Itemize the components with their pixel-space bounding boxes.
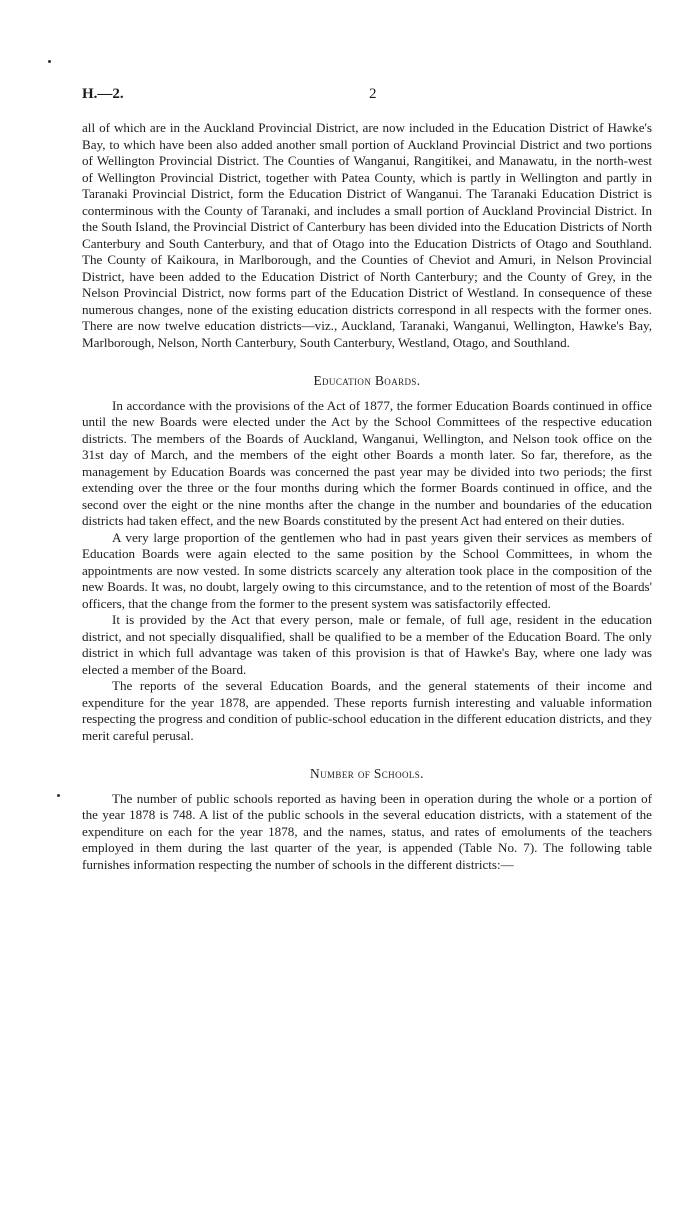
body-text bbox=[82, 120, 652, 873]
section-heading-number-of-schools: Number of Schools. bbox=[310, 766, 424, 781]
page-header bbox=[82, 86, 650, 108]
boards-paragraph-2: A very large proportion of the gentlemen who had in past years given their services as members of Education Boards were again elected to the same position by the School Committees, in whom the appointments are now vested. In some districts scarcely any alteration took place in the composition of the new Boards. It was, no doubt, largely owing to this circumstance, and to the retention of most of the Boards' officers, that the change from the former to the present system was satisfactorily effected. bbox=[82, 529, 652, 611]
boards-paragraph-1: In accordance with the provisions of the Act of 1877, the former Education Boards continued in office until the new Boards were elected under the Act by the School Committees of the respective education districts. The members of the Boards of Auckland, Wanganui, Wellington, and Nelson took office on the 31st day of March, and the members of the eight other Boards a month later. So far, therefore, as the management by Education Boards was concerned the past year may be divided into two periods; the first extending over the three or the four months during which the former Boards continued in office, and the second over the eight or the nine months after the change in the number and boundaries of the education districts had taken effect, and the new Boards constituted by the present Act had entered on their duties. bbox=[82, 397, 652, 528]
scan-speck bbox=[57, 794, 60, 797]
intro-paragraph: all of which are in the Auckland Provincial District, are now included in the Education District of Hawke's Bay, to which have been also added another small portion of Auckland Provincial District and two portions of Wellington Provincial District. The Counties of Wanganui, Rangitikei, and Manawatu, in the north-west of Wellington Provincial District, together with Patea County, which is partly in Wellington and partly in Taranaki Provincial District, form the Education District of Wanganui. The Taranaki Education District is conterminous with the County of Taranaki, and includes a small portion of Auckland Provincial District. In the South Island, the Provincial District of Canterbury has been divided into the Education Districts of North Canterbury and South Canterbury, and that of Otago into the Education Districts of Otago and Southland. The County of Kaikoura, in Marlborough, and the Counties of Cheviot and Amuri, in Nelson Provincial District, have been added to the Education District of North Canterbury; and the County of Grey, in the Nelson Provincial District, now forms part of the Education District of Westland. In consequence of these numerous changes, none of the existing education districts correspond in all respects with the former ones. There are now twelve education districts—viz., Auckland, Taranaki, Wanganui, Wellington, Hawke's Bay, Marlborough, Nelson, North Canterbury, South Canterbury, Westland, Otago, and Southland. bbox=[82, 120, 652, 350]
boards-paragraph-3: It is provided by the Act that every person, male or female, of full age, resident in the education district, and not specially disqualified, shall be qualified to be a member of the Education Board. The only district in which full advantage was taken of this provision is that of Hawke's Bay, where one lady was elected a member of the Board. bbox=[82, 612, 652, 677]
section-heading-education-boards: Education Boards. bbox=[313, 373, 421, 388]
schools-paragraph-1: The number of public schools reported as having been in operation during the whole or a portion of the year 1878 is 748. A list of the public schools in the several education districts, with a statement of the expenditure on each for the year 1878, and the names, status, and rates of emoluments of the teachers employed in them during the last quarter of the year, is appended (Table No. 7). The following table furnishes information respecting the number of schools in the different districts:— bbox=[82, 790, 652, 872]
page-number: 2 bbox=[369, 86, 377, 102]
boards-paragraph-4: The reports of the several Education Boards, and the general statements of their income and expenditure for the year 1878, are appended. These reports furnish interesting and valuable information respecting the progress and condition of public-school education in the different education districts, and they merit careful perusal. bbox=[82, 678, 652, 743]
scan-speck bbox=[48, 60, 51, 63]
document-code: H.—2. bbox=[82, 86, 124, 102]
